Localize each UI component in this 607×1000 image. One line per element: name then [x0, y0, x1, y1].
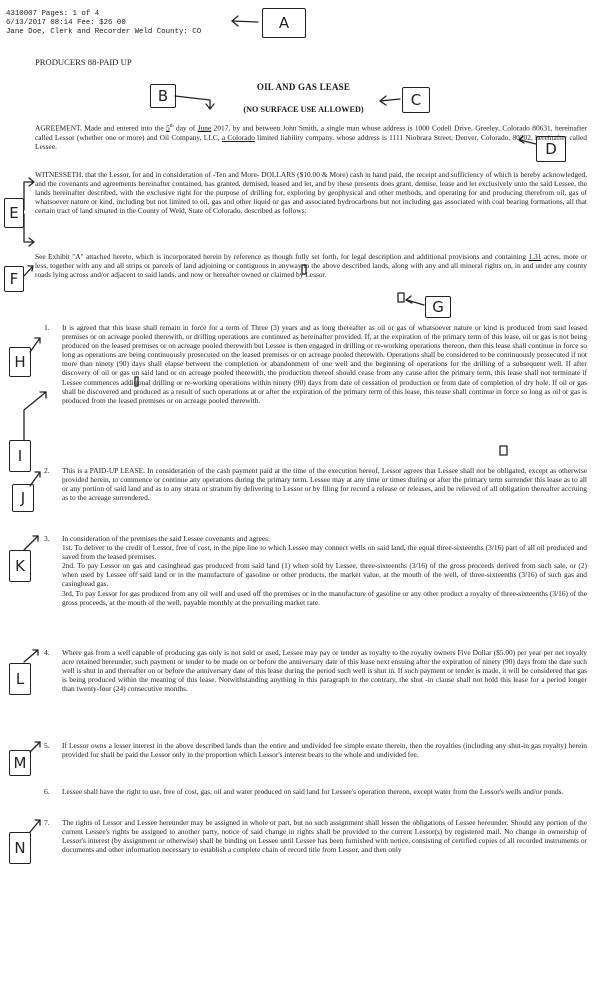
paragraph-1-number: 1. — [44, 323, 50, 332]
recording-line-1: 4310007 Pages: 1 of 4 — [6, 10, 100, 18]
arrow-h — [30, 338, 40, 352]
exhibit-text-1: See Exhibit "A" attached hereto, which is incorporated herein by reference as though fully set forth, for legal description and additional provisions and containing — [35, 252, 529, 261]
annotation-box-i: I — [9, 440, 31, 472]
annotation-box-h: H — [9, 347, 31, 377]
paragraph-3-number: 3. — [44, 534, 50, 543]
bracket-mark-g — [398, 293, 404, 302]
bracket-mark-end-1 — [500, 446, 507, 455]
recording-stamp — [6, 10, 201, 38]
paragraph-5: If Lessor owns a lesser interest in the above described lands than the entire and undivided fee simple estate therein, then the royalties (including any shut-in gas royalty) herein provided for shall be paid the Lessor only in the proportion which Lessor's interest bears to the whole and undivided fee. — [62, 741, 587, 760]
paragraph-4-number: 4. — [44, 648, 50, 657]
arrow-c — [380, 96, 400, 105]
agreement-day-suffix: th — [169, 124, 174, 129]
bracket-e — [24, 178, 34, 246]
agreement-text-4: limited liability company, whose address is 1111 Niobrara Street, Denver, Colorado, 80202, hereinafter called Lessee. — [35, 132, 587, 151]
annotation-box-a: A — [262, 8, 306, 38]
annotation-box-k: K — [9, 550, 31, 582]
agreement-text-2: day of — [173, 123, 198, 133]
annotation-box-d: D — [536, 136, 566, 162]
paragraph-2: This is a PAID-UP LEASE. In consideration of the cash payment paid at the time of the execution hereof, Lessor agrees that Lessee shall not be obligated, except as otherwise provided herein, to commence or continue any operations during the primary term. Lessee may at any time or times during or after the primary term surrender this lease as to all or any portion of said land and as to any strata or stratum by delivering to Lessor or by filing for record a release or releases, and be relieved of all obligation thereafter accruing as to the acreage surrendered. — [62, 466, 587, 503]
document-subtitle: (NO SURFACE USE ALLOWED) — [243, 105, 364, 114]
paragraph-3 — [62, 534, 587, 607]
annotation-box-f: F — [4, 266, 24, 292]
annotation-box-g: G — [425, 296, 451, 318]
agreement-text-1: AGREEMENT, Made and entered into the — [35, 123, 167, 133]
annotation-box-c: C — [402, 87, 430, 113]
exhibit-paragraph — [35, 252, 587, 279]
paragraph-6-number: 6. — [44, 787, 50, 796]
annotation-box-e: E — [4, 198, 24, 228]
arrow-f — [24, 266, 33, 276]
agreement-month: June — [197, 123, 212, 133]
arrow-l — [24, 650, 38, 662]
agreement-entity: a Colorado — [221, 132, 255, 142]
document-title: OIL AND GAS LEASE — [256, 82, 351, 92]
recording-line-3: Jane Doe, Clerk and Recorder Weld County: CO — [6, 28, 202, 37]
arrow-g — [406, 296, 424, 305]
recording-line-2: 6/13/2017 08:14 Fee: $26 00 — [6, 19, 126, 28]
paragraph-2-number: 2. — [44, 466, 50, 475]
annotation-box-n: N — [9, 832, 31, 864]
exhibit-acres: 1.31 — [528, 252, 542, 261]
form-number: PRODUCERS 88-PAID UP — [35, 57, 132, 67]
paragraph-7: The rights of Lessor and Lessee hereunder may be assigned in whole or part, but no such assignment shall lessen the obligations of Lessee hereunder. Should any portion of the current Lessee's rights be assigned to another party, notice of said change in rights shall be provided to the current Lessor(s) by registered mail. No change in ownership of Lessor's interest (by assignment or otherwise) shall be binding on Lessee until Lessee has been furnished with notice, consisting of certified copies of all recorded instruments or documents and other information necessary to establish a complete chain of record title from Lessor, and then only — [62, 818, 587, 855]
annotation-box-j: J — [12, 484, 34, 512]
paragraph-3-item-1: 1st. To deliver to the credit of Lessor, free of cost, in the pipe line to which Lessee may connect wells on said land, the equal three-sixteenths (3/16) part of all oil produced and saved from the leased premises. — [62, 543, 587, 562]
agreement-day: 5 — [166, 123, 170, 133]
paragraph-1: It is agreed that this lease shall remain in force for a term of Three (3) years and as long thereafter as oil or gas of whatsoever nature or kind is produced from said leased premises or on acreage pooled therewith, or drilling operations are continued as hereinafter provided. If, at the expiration of the primary term of this lease, oil or gas is not being produced on the leased premises or on acreage pooled therewith but Lessee is then engaged in drilling or re-working operations thereon, then this lease shall continue in force so long as operations are being continuously prosecuted on the leased premises or on acreage pooled therewith. Operations shall be considered to be continuously prosecuted if not more than ninety (90) days shall elapse between the completion or abandonment of one well and the beginning of operations for the drilling of a subsequent well. If after discovery of oil or gas on said land or on acreage pooled therewith, the production thereof should cease from any cause after the primary term, this lease shall not terminate if Lessee commences additional drilling or re-working operations within ninety (90) days from date of cessation of production or from date of completion of dry hole. If oil or gas shall be discovered and produced as a result of such operations at or after the expiration of the primary term of this lease, this tease shall continue in force so long as oil or gas is produced from the leased premises or on acreage pooled therewith. — [62, 323, 587, 405]
agreement-text-3: 2017, by and between John Smith, a single man whose address is 1000 Codell Drive, Greeley, Colorado 80631, hereinafter called Lessor (whether one or more) and Oil Company, LLC, — [35, 123, 587, 142]
paragraph-7-number: 7. — [44, 818, 50, 827]
paragraph-3-item-2: 2nd. To pay Lessor on gas and casinghead gas produced from said land (1) when sold by Lessee, three-sixteenths (3/16) of the gross proceeds derived from such sale, or (2) when used by Lessee off said land or in the manufacture of gasoline or other products, the market value, at the mouth of the well, of three-sixteenths (3/16) of such gas and casinghead gas. — [62, 561, 587, 589]
arrow-k — [24, 536, 38, 550]
arrow-i — [24, 392, 46, 440]
annotation-box-m: M — [9, 750, 31, 776]
witnesseth-paragraph: WITNESSETH, that the Lessor, for and in consideration of -Ten and More- DOLLARS ($10.00 & More) cash in hand paid, the receipt and sufficiency of which is hereby acknowledged, and the covenants and agreements hereinafter contained, has granted, demised, leased and let, and by these presents does grant, demise, lease and let exclusively unto the said Lessee, the lands hereinafter described, with the exclusive right for the purpose of drilling for, exploring by geophysical and other methods, and operating for and producing therefrom oil, gas of whatsoever nature or kind, including but not limited to oil, gas and other liquid or gas and associated hydrocarbons but not including gas associated with coal bearing formations, all that certain tract of land situated in the County of Weld, State of Colorado, described as follows: — [35, 170, 587, 216]
annotation-box-b: B — [150, 84, 176, 108]
exhibit-text-2: acres, more or less, together with any and all strips or parcels of land adjoining or contiguous in anyway to the above described lands, along with any and all mineral rights on, in and under any county roads lying across and/or adjacent to said lands, and now or hereafter owned or claimed by Lessor. — [35, 252, 587, 280]
agreement-paragraph — [35, 122, 587, 151]
arrow-m — [30, 742, 40, 752]
arrow-a — [232, 16, 258, 26]
paragraph-3-item-3: 3rd, To pay Lessor for gas produced from any oil well and used off the premises or in the manufacture of gasoline or any other product a royalty of three-sixteenths (3/16) of the gross proceeds, at the mouth of the well, payable monthly at the prevailing market rate. — [62, 588, 587, 607]
paragraph-3-intro: In consideration of the premises the said Lessee covenants and agrees: — [62, 534, 271, 543]
paragraph-4: Where gas from a well capable of producing gas only is not sold or used, Lessee may pay or tender as royalty to the royalty owners Five Dollar ($5.00) per year per net royalty acre retained hereunder, such payment or tender to be made on or before the anniversary date of this lease next ensuing after the expiration of ninety (90) days from the date such well is shut in and thereafter on or before the anniversary date of this lease during the period such well is shut in. If such payment or tender is made, it will be considered that gas is being produced within the meaning of this lease. Notwithstanding anything in this paragraph to the contrary, the shut -in clause shall not hold this lease for a period longer than twenty-four (24) consecutive months. — [62, 648, 587, 694]
paragraph-6: Lessee shall have the right to use, free of cost, gas, oil and water produced on said land for Lessee's operation thereon, except water from the Lessor's wells and/or ponds. — [62, 787, 564, 796]
arrow-n — [30, 820, 40, 832]
annotation-box-l: L — [9, 663, 31, 695]
paragraph-5-number: 5. — [44, 741, 50, 750]
